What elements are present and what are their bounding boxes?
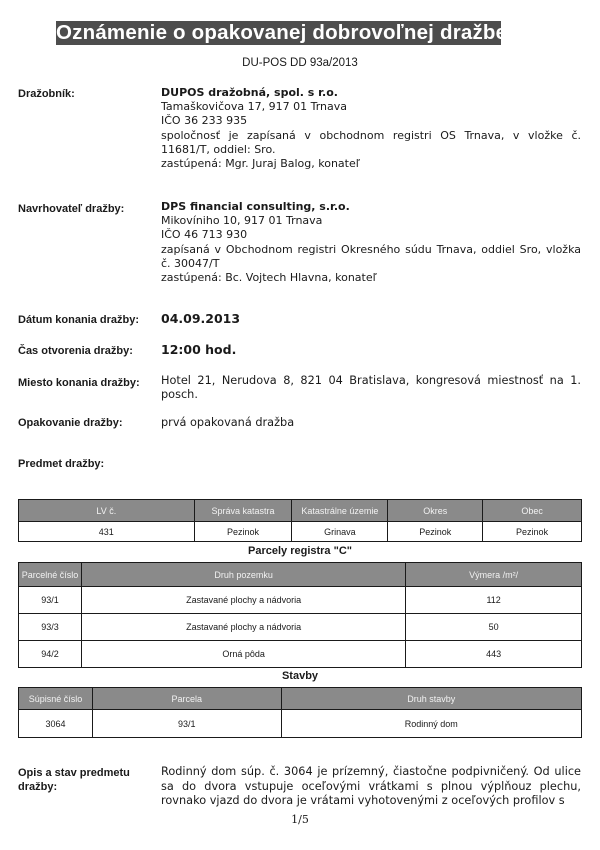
repetition-label: Opakovanie dražby: [18, 417, 123, 429]
column-header: Druh stavby [281, 688, 581, 710]
parcels-caption: Parcely registra "C" [248, 545, 352, 557]
table-row [19, 614, 582, 641]
buildings-table [18, 687, 582, 738]
document-reference-number: DU-POS DD 93a/2013 [242, 57, 358, 69]
description-label-line: dražby: [18, 781, 58, 793]
column-header: Parcela [92, 688, 281, 710]
column-header: Katastrálne územie [292, 500, 388, 522]
table-cell: Zastavané plochy a nádvoria [81, 614, 405, 641]
table-cell: 431 [19, 522, 195, 542]
table-row [19, 710, 582, 738]
description-label-line: Opis a stav predmetu [18, 767, 130, 779]
auction-date-value: 04.09.2013 [161, 311, 241, 326]
table-cell: 50 [406, 614, 582, 641]
auctioneer-name: DUPOS dražobná, spol. s r.o. [161, 86, 338, 99]
auction-date-label: Dátum konania dražby: [18, 314, 140, 326]
table-cell: Orná pôda [81, 641, 405, 668]
auctioneer-label: Dražobník: [18, 88, 75, 100]
repetition-value: prvá opakovaná dražba [161, 416, 295, 429]
table-cell: 112 [406, 587, 582, 614]
table-cell: Pezinok [483, 522, 582, 542]
table-row [19, 587, 582, 614]
proposer-label: Navrhovateľ dražby: [18, 203, 125, 215]
proposer-name: DPS financial consulting, s.r.o. [161, 200, 350, 213]
auctioneer-address: Tamaškovičova 17, 917 01 Trnava [161, 100, 347, 114]
column-header: Druh pozemku [81, 563, 405, 587]
proposer-details [161, 200, 581, 285]
auctioneer-ico: IČO 36 233 935 [161, 114, 248, 128]
table-cell: Rodinný dom [281, 710, 581, 738]
column-header: Obec [483, 500, 582, 522]
auction-subject-label: Predmet dražby: [18, 458, 105, 470]
auctioneer-registry: spoločnosť je zapísaná v obchodnom registri OS Trnava, v vložke č. 11681/T, oddiel: Sro. [161, 128, 581, 156]
column-header: Správa katastra [194, 500, 292, 522]
table-cell: Zastavané plochy a nádvoria [81, 587, 405, 614]
proposer-registry: zapísaná v Obchodnom registri Okresného súdu Trnava, oddiel Sro, vložka č. 30047/T [161, 242, 581, 270]
document-title: Oznámenie o opakovanej dobrovoľnej dražbe [56, 21, 508, 44]
description-label [18, 766, 130, 794]
auction-place-value: Hotel 21, Nerudova 8, 821 04 Bratislava, kongresová miestnosť na 1. posch. [161, 374, 581, 402]
column-header: Výmera /m²/ [406, 563, 582, 587]
parcels-table [18, 562, 582, 668]
table-cell: Grinava [292, 522, 388, 542]
page-number: 1/5 [291, 813, 309, 826]
column-header: LV č. [19, 500, 195, 522]
table-cell: 93/1 [19, 587, 82, 614]
auctioneer-representative: zastúpená: Mgr. Juraj Balog, konateľ [161, 157, 360, 171]
table-row [19, 522, 582, 542]
table-cell: Pezinok [194, 522, 292, 542]
proposer-ico: IČO 46 713 930 [161, 228, 248, 242]
table-cell: 93/1 [92, 710, 281, 738]
column-header: Parcelné číslo [19, 563, 82, 587]
column-header: Súpisné číslo [19, 688, 93, 710]
auctioneer-details [161, 86, 581, 171]
proposer-address: Mikovíniho 10, 917 01 Trnava [161, 214, 323, 228]
buildings-caption: Stavby [281, 670, 319, 682]
table-row [19, 641, 582, 668]
table-cell: 3064 [19, 710, 93, 738]
table-cell: Pezinok [388, 522, 483, 542]
proposer-representative: zastúpená: Bc. Vojtech Hlavna, konateľ [161, 271, 377, 285]
table-cell: 94/2 [19, 641, 82, 668]
table-cell: 93/3 [19, 614, 82, 641]
column-header: Okres [388, 500, 483, 522]
auction-time-value: 12:00 hod. [161, 342, 237, 357]
auction-place-label: Miesto konania dražby: [18, 377, 140, 389]
auction-time-label: Čas otvorenia dražby: [18, 345, 133, 357]
table-cell: 443 [406, 641, 582, 668]
description-text: Rodinný dom súp. č. 3064 je prízemný, čiastočne podpivničený. Od ulice sa do dvora vstupuje oceľovými vrátkami s plnou výplňouz plechu, rovnako vjazd do dvora je vrátami vyhotovenými z oceľových profilov s [161, 765, 581, 807]
cadastre-table [18, 499, 582, 542]
